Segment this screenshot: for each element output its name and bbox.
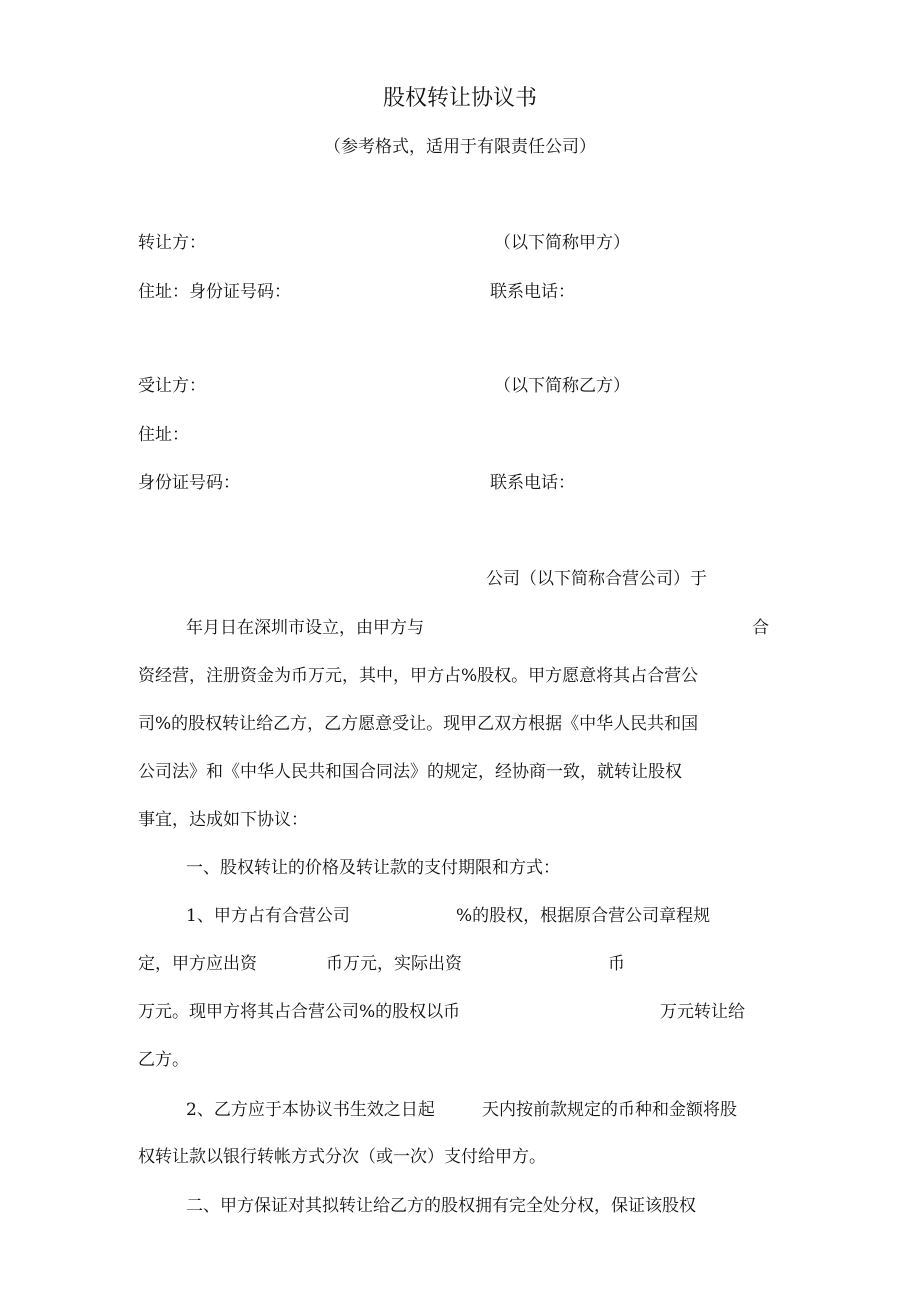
section-1-item-2-line-1a: 2、乙方应于本协议书生效之日起 (186, 1100, 435, 1120)
intro-line-3: 资经营，注册资金为币万元，其中，甲方占%股权。甲方愿意将其占合营公 (138, 666, 699, 686)
section-1-item-1-line-4: 乙方。 (138, 1050, 189, 1070)
section-1-item-1-line-2a: 定，甲方应出资 (138, 954, 257, 974)
transferee-label: 受让方： (138, 376, 206, 396)
transferor-phone-label: 联系电话： (490, 282, 575, 302)
section-1-heading: 一、股权转让的价格及转让款的支付期限和方式： (186, 858, 560, 878)
transferor-label: 转让方： (138, 233, 206, 253)
document-title: 股权转让协议书 (382, 86, 537, 111)
intro-line-6: 事宜，达成如下协议： (138, 810, 308, 830)
transferee-id-label: 身份证号码： (138, 473, 240, 493)
section-1-item-1-line-3a: 万元。现甲方将其占合营公司%的股权以币 (138, 1002, 461, 1022)
transferee-alias: （以下简称乙方） (494, 376, 630, 396)
section-1-item-1-line-2c: 币 (608, 954, 625, 974)
section-1-item-2-line-2: 权转让款以银行转帐方式分次（或一次）支付给甲方。 (138, 1147, 546, 1167)
transferor-alias: （以下简称甲方） (494, 233, 630, 253)
section-2-line-1: 二、甲方保证对其拟转让给乙方的股权拥有完全处分权，保证该股权 (186, 1196, 696, 1216)
intro-line-1: 公司（以下简称合营公司）于 (486, 569, 707, 589)
intro-line-2-right: 合 (752, 618, 769, 638)
document-subtitle: （参考格式，适用于有限责任公司） (324, 137, 596, 157)
intro-line-2-left: 年月日在深圳市设立，由甲方与 (186, 618, 424, 638)
section-1-item-1-line-1a: 1、甲方占有合营公司 (186, 906, 350, 926)
intro-line-5: 公司法》和《中华人民共和国合同法》的规定，经协商一致，就转让股权 (138, 762, 682, 782)
intro-line-4: 司%的股权转让给乙方，乙方愿意受让。现甲乙双方根据《中华人民共和国 (138, 714, 699, 734)
section-1-item-1-line-3b: 万元转让给 (660, 1002, 745, 1022)
section-1-item-1-line-2b: 币万元，实际出资 (326, 954, 462, 974)
transferee-phone-label: 联系电话： (490, 473, 575, 493)
transferor-address-id-label: 住址：身份证号码： (138, 282, 291, 302)
transferee-address-label: 住址： (138, 425, 189, 445)
section-1-item-2-line-1b: 天内按前款规定的币种和金额将股 (482, 1100, 737, 1120)
section-1-item-1-line-1b: %的股权，根据原合营公司章程规 (456, 906, 711, 926)
